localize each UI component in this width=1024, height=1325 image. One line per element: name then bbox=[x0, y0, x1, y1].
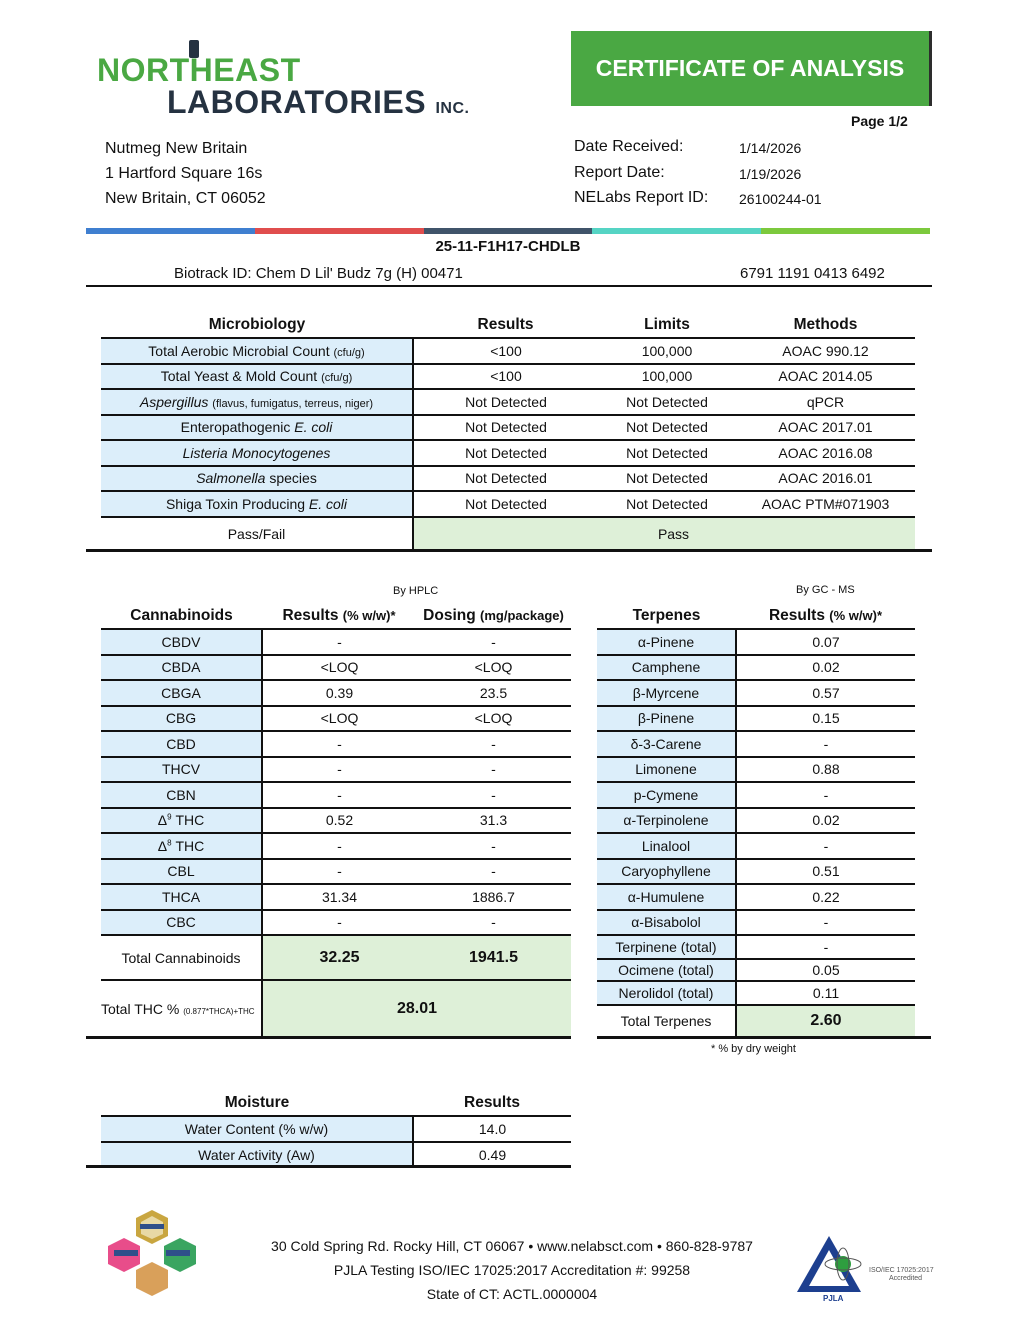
col-header-results bbox=[736, 603, 915, 629]
test-name bbox=[101, 338, 413, 364]
test-name-text: Total Aerobic Microbial Count bbox=[148, 342, 330, 359]
table-row bbox=[597, 782, 915, 808]
test-name-text: Shiga Toxin Producing bbox=[165, 495, 306, 512]
result-cell: - bbox=[736, 833, 915, 859]
logo-inc: INC. bbox=[435, 100, 470, 117]
test-name-text: Enteropathogenic bbox=[180, 419, 291, 436]
cannabinoid-name bbox=[101, 833, 262, 859]
total-cannabinoids-label: Total Cannabinoids bbox=[101, 935, 262, 980]
dry-weight-footnote: * % by dry weight bbox=[711, 1043, 796, 1055]
dose-cell: - bbox=[416, 833, 571, 859]
col-header: Terpenes bbox=[597, 603, 736, 629]
table-row bbox=[597, 833, 915, 859]
result-cell: - bbox=[736, 731, 915, 757]
table-row bbox=[101, 389, 915, 415]
table-row bbox=[101, 364, 915, 390]
result-cell: 0.02 bbox=[736, 655, 915, 681]
cannabinoids-bottom-rule bbox=[86, 1036, 571, 1039]
footer-address-line: 30 Cold Spring Rd. Rocky Hill, CT 06067 • www.nelabsct.com • 860-828-9787 bbox=[271, 1238, 753, 1254]
dose-cell: - bbox=[416, 731, 571, 757]
result-cell: 0.11 bbox=[736, 981, 915, 1005]
cannabinoid-name: CBD bbox=[101, 731, 262, 757]
result-cell: - bbox=[262, 731, 416, 757]
test-name-text: Listeria Monocytogenes bbox=[182, 444, 331, 461]
total-cannabinoids-row bbox=[101, 935, 571, 980]
result-cell: 0.05 bbox=[736, 959, 915, 981]
table-row bbox=[101, 706, 571, 732]
passfail-value: Pass bbox=[413, 517, 915, 550]
result-cell: 0.51 bbox=[736, 859, 915, 885]
dose-cell: <LOQ bbox=[416, 706, 571, 732]
table-row bbox=[101, 808, 571, 834]
table-row bbox=[597, 731, 915, 757]
award-badges-icon bbox=[106, 1208, 198, 1302]
moisture-bottom-rule bbox=[86, 1165, 571, 1168]
pjla-text: PJLA bbox=[823, 1294, 844, 1303]
col-header: Methods bbox=[736, 312, 915, 338]
dose-cell: 1886.7 bbox=[416, 884, 571, 910]
table-row bbox=[101, 680, 571, 706]
result-cell: 0.02 bbox=[736, 808, 915, 834]
test-species: (flavus, fumigatus, terreus, niger) bbox=[212, 397, 374, 410]
result-cell: 0.15 bbox=[736, 706, 915, 732]
col-header: Limits bbox=[598, 312, 736, 338]
limit-cell: Not Detected bbox=[598, 440, 736, 466]
color-divider-bar bbox=[86, 228, 930, 234]
table-row bbox=[597, 757, 915, 783]
hplc-label: By HPLC bbox=[393, 585, 439, 597]
date-received-value: 1/14/2026 bbox=[739, 140, 802, 156]
table-row bbox=[101, 655, 571, 681]
limit-cell: 100,000 bbox=[598, 364, 736, 390]
terpene-name: Terpinene (total) bbox=[597, 935, 736, 959]
total-thc-formula: (0.877*THCA)+THC bbox=[183, 1007, 255, 1016]
test-organism: E. coli bbox=[294, 419, 333, 436]
result-cell: 0.52 bbox=[262, 808, 416, 834]
result-cell: - bbox=[736, 782, 915, 808]
limit-cell: Not Detected bbox=[598, 415, 736, 441]
isomer-number: 8 bbox=[167, 838, 172, 848]
client-address-line1: 1 Hartford Square 16s bbox=[105, 165, 263, 182]
passfail-row bbox=[101, 517, 915, 550]
total-thc-row bbox=[101, 980, 571, 1037]
limit-cell: 100,000 bbox=[598, 338, 736, 364]
result-cell: 0.39 bbox=[262, 680, 416, 706]
client-address-line2: New Britain, CT 06052 bbox=[105, 190, 266, 207]
table-row bbox=[101, 782, 571, 808]
result-cell: - bbox=[262, 859, 416, 885]
col-header: Microbiology bbox=[101, 312, 413, 338]
test-name bbox=[101, 491, 413, 517]
table-row bbox=[101, 910, 571, 936]
test-name-text: Aspergillus bbox=[139, 393, 209, 410]
result-cell: 0.07 bbox=[736, 629, 915, 655]
report-meta-values bbox=[739, 136, 822, 213]
table-row bbox=[597, 680, 915, 706]
microbiology-table bbox=[101, 312, 915, 550]
passfail-label: Pass/Fail bbox=[101, 517, 413, 550]
result-cell: <LOQ bbox=[262, 706, 416, 732]
result-cell: - bbox=[262, 833, 416, 859]
test-organism: E. coli bbox=[308, 495, 348, 512]
table-row bbox=[597, 959, 915, 981]
test-name bbox=[101, 440, 413, 466]
table-row bbox=[101, 415, 915, 441]
dose-cell: - bbox=[416, 859, 571, 885]
moisture-table bbox=[101, 1090, 571, 1167]
table-header-row bbox=[597, 603, 915, 629]
result-cell: - bbox=[262, 910, 416, 936]
report-meta-labels bbox=[574, 134, 708, 211]
result-cell: 0.22 bbox=[736, 884, 915, 910]
result-cell: Not Detected bbox=[413, 440, 598, 466]
method-cell: AOAC 2017.01 bbox=[736, 415, 915, 441]
table-row bbox=[101, 440, 915, 466]
report-date-label: Report Date: bbox=[574, 163, 665, 181]
method-cell: AOAC 2014.05 bbox=[736, 364, 915, 390]
report-date-value: 1/19/2026 bbox=[739, 165, 802, 182]
result-cell: - bbox=[736, 910, 915, 936]
result-cell: 31.34 bbox=[262, 884, 416, 910]
page-number: Page 1/2 bbox=[851, 113, 908, 129]
limit-cell: Not Detected bbox=[598, 389, 736, 415]
divider-segment bbox=[86, 228, 255, 234]
result-cell: - bbox=[262, 782, 416, 808]
terpene-name: p-Cymene bbox=[597, 782, 736, 808]
cannabinoid-name bbox=[101, 808, 262, 834]
terpene-name: β-Pinene bbox=[597, 706, 736, 732]
table-row bbox=[597, 981, 915, 1005]
terpene-name: α-Pinene bbox=[597, 629, 736, 655]
result-cell: Not Detected bbox=[413, 491, 598, 517]
method-cell: AOAC PTM#071903 bbox=[736, 491, 915, 517]
cannabinoid-name: THCA bbox=[101, 884, 262, 910]
table-row bbox=[101, 884, 571, 910]
divider-segment bbox=[424, 228, 593, 234]
result-cell: 0.88 bbox=[736, 757, 915, 783]
dose-cell: - bbox=[416, 629, 571, 655]
biotrack-number: 6791 1191 0413 6492 bbox=[740, 265, 885, 282]
total-terpenes-label: Total Terpenes bbox=[597, 1005, 736, 1036]
total-cannabinoids-result: 32.25 bbox=[262, 935, 416, 980]
table-row bbox=[597, 884, 915, 910]
terpene-name: β-Myrcene bbox=[597, 680, 736, 706]
result-cell: - bbox=[262, 757, 416, 783]
result-cell: <100 bbox=[413, 338, 598, 364]
footer-contact bbox=[200, 1234, 824, 1306]
iso-accredited-text: Accredited bbox=[889, 1275, 923, 1282]
col-header-dosing bbox=[416, 603, 571, 629]
col-header: Cannabinoids bbox=[101, 603, 262, 629]
terpene-name: Ocimene (total) bbox=[597, 959, 736, 981]
result-cell: 14.0 bbox=[413, 1116, 571, 1142]
total-thc-value: 28.01 bbox=[262, 980, 571, 1037]
total-thc-label bbox=[101, 980, 262, 1037]
result-cell: <LOQ bbox=[262, 655, 416, 681]
footer-accreditation-line: PJLA Testing ISO/IEC 17025:2017 Accreditation #: 99258 bbox=[333, 1262, 691, 1278]
dose-cell: 23.5 bbox=[416, 680, 571, 706]
limit-cell: Not Detected bbox=[598, 491, 736, 517]
client-name: Nutmeg New Britain bbox=[105, 140, 248, 157]
terpene-name: Linalool bbox=[597, 833, 736, 859]
terpenes-bottom-rule bbox=[597, 1036, 931, 1039]
table-header-row bbox=[101, 1090, 571, 1116]
test-note: species bbox=[269, 470, 317, 487]
logo-laboratories bbox=[167, 84, 469, 121]
iso-text: ISO/IEC 17025:2017 bbox=[869, 1267, 934, 1274]
result-cell: - bbox=[262, 629, 416, 655]
dose-cell: - bbox=[416, 782, 571, 808]
test-unit: (cfu/g) bbox=[333, 346, 365, 359]
result-cell: 0.57 bbox=[736, 680, 915, 706]
col-header-results bbox=[262, 603, 416, 629]
result-cell: Not Detected bbox=[413, 466, 598, 492]
terpenes-table bbox=[597, 603, 915, 1036]
dose-cell: <LOQ bbox=[416, 655, 571, 681]
sample-divider bbox=[86, 285, 932, 287]
col-header: Results bbox=[413, 1090, 571, 1116]
date-received-label: Date Received: bbox=[574, 138, 684, 155]
table-row bbox=[101, 833, 571, 859]
table-row bbox=[597, 629, 915, 655]
cannabinoid-name: CBGA bbox=[101, 680, 262, 706]
table-row bbox=[597, 808, 915, 834]
client-address bbox=[105, 136, 266, 211]
cannabinoid-name: THCV bbox=[101, 757, 262, 783]
test-name bbox=[101, 466, 413, 492]
biotrack-label: Biotrack ID: bbox=[174, 265, 252, 282]
divider-segment bbox=[592, 228, 761, 234]
table-row bbox=[597, 935, 915, 959]
test-name-text: Total Yeast & Mold Count bbox=[160, 368, 318, 385]
method-cell: qPCR bbox=[736, 389, 915, 415]
terpene-name: Camphene bbox=[597, 655, 736, 681]
dose-cell: 31.3 bbox=[416, 808, 571, 834]
table-row bbox=[101, 1142, 571, 1167]
moisture-name: Water Activity (Aw) bbox=[101, 1142, 413, 1167]
table-row bbox=[101, 859, 571, 885]
terpene-name: Caryophyllene bbox=[597, 859, 736, 885]
col-header-unit: (% w/w)* bbox=[342, 607, 396, 623]
biotrack-info bbox=[174, 265, 463, 282]
col-header: Results bbox=[413, 312, 598, 338]
logo-northeast: NORTHEAST bbox=[97, 52, 301, 88]
method-cell: AOAC 2016.08 bbox=[736, 440, 915, 466]
terpene-name: δ-3-Carene bbox=[597, 731, 736, 757]
certificate-title: CERTIFICATE OF ANALYSIS bbox=[571, 31, 932, 106]
table-row bbox=[101, 757, 571, 783]
table-row bbox=[101, 338, 915, 364]
test-name-text: Salmonella bbox=[196, 470, 266, 487]
terpene-name: Nerolidol (total) bbox=[597, 981, 736, 1005]
terpene-name: α-Humulene bbox=[597, 884, 736, 910]
logo-laboratories-text: LABORATORIES bbox=[167, 84, 427, 120]
table-header-row bbox=[101, 603, 571, 629]
test-name bbox=[101, 364, 413, 390]
cannabinoid-name: CBG bbox=[101, 706, 262, 732]
result-cell: Not Detected bbox=[413, 415, 598, 441]
table-row bbox=[597, 859, 915, 885]
col-header-text: Results bbox=[768, 606, 825, 624]
table-row bbox=[101, 491, 915, 517]
col-header-text: Results bbox=[282, 606, 339, 624]
cannabinoid-name: CBDA bbox=[101, 655, 262, 681]
cannabinoid-name: CBN bbox=[101, 782, 262, 808]
test-name bbox=[101, 415, 413, 441]
delta-symbol: Δ bbox=[157, 812, 168, 829]
report-id-value: 26100244-01 bbox=[739, 191, 822, 207]
result-cell: Not Detected bbox=[413, 389, 598, 415]
result-cell: <100 bbox=[413, 364, 598, 390]
method-cell: AOAC 990.12 bbox=[736, 338, 915, 364]
table-row bbox=[597, 706, 915, 732]
total-thc-text: Total THC % bbox=[101, 1001, 180, 1017]
divider-segment bbox=[255, 228, 424, 234]
table-row bbox=[101, 731, 571, 757]
dose-cell: - bbox=[416, 910, 571, 936]
total-cannabinoids-dose: 1941.5 bbox=[416, 935, 571, 980]
cannabinoid-name: CBL bbox=[101, 859, 262, 885]
gcms-label: By GC - MS bbox=[796, 584, 855, 596]
table-row bbox=[597, 655, 915, 681]
moisture-name: Water Content (% w/w) bbox=[101, 1116, 413, 1142]
table-row bbox=[597, 910, 915, 936]
col-header-unit: (% w/w)* bbox=[829, 607, 883, 623]
divider-segment bbox=[761, 228, 930, 234]
result-cell: 0.49 bbox=[478, 1146, 507, 1163]
terpene-name: α-Bisabolol bbox=[597, 910, 736, 936]
report-id-label: NELabs Report ID: bbox=[574, 189, 709, 206]
delta-symbol: Δ bbox=[157, 837, 168, 854]
table-header-row bbox=[101, 312, 915, 338]
limit-cell: Not Detected bbox=[598, 466, 736, 492]
total-terpenes-value: 2.60 bbox=[736, 1005, 915, 1036]
microbiology-bottom-rule bbox=[86, 549, 932, 552]
total-terpenes-row bbox=[597, 1005, 915, 1036]
method-cell: AOAC 2016.01 bbox=[736, 466, 915, 492]
result-cell: - bbox=[736, 935, 915, 959]
col-header: Moisture bbox=[101, 1090, 413, 1116]
table-row bbox=[101, 629, 571, 655]
cannabinoid-name: CBDV bbox=[101, 629, 262, 655]
cannabinoid-name: CBC bbox=[101, 910, 262, 936]
footer-state-license-line: State of CT: ACTL.0000004 bbox=[426, 1286, 598, 1302]
col-header-unit: (mg/package) bbox=[480, 607, 564, 623]
terpene-name: α-Terpinolene bbox=[597, 808, 736, 834]
table-row bbox=[101, 466, 915, 492]
cannabinoid-suffix: THC bbox=[175, 812, 205, 829]
cannabinoid-suffix: THC bbox=[175, 837, 205, 854]
product-name: Chem D Lil' Budz 7g (H) 00471 bbox=[255, 265, 463, 282]
dose-cell: - bbox=[416, 757, 571, 783]
table-row bbox=[101, 1116, 571, 1142]
test-name bbox=[101, 389, 413, 415]
pjla-accreditation-logo-icon bbox=[793, 1234, 941, 1304]
col-header-text: Dosing bbox=[423, 606, 476, 624]
test-unit: (cfu/g) bbox=[321, 372, 353, 385]
terpene-name: Limonene bbox=[597, 757, 736, 783]
isomer-number: 9 bbox=[167, 812, 172, 822]
cannabinoids-table bbox=[101, 603, 571, 1037]
sample-id: 25-11-F1H17-CHDLB bbox=[435, 238, 581, 255]
